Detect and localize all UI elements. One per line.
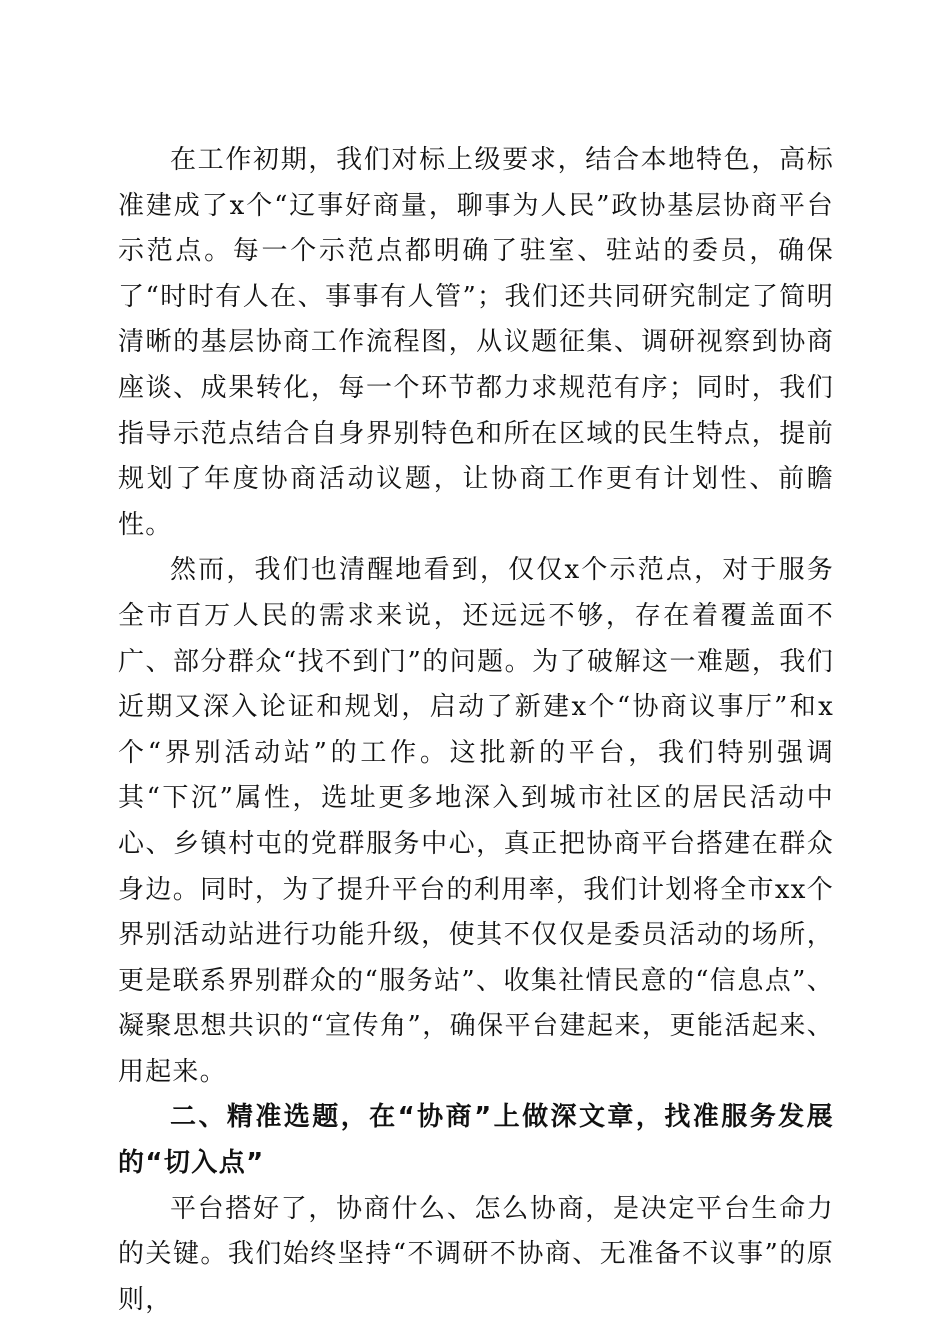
paragraph-new-platforms: 然而，我们也清醒地看到，仅仅x个示范点，对于服务全市百万人民的需求来说，还远远不够，存在着覆盖面不广、部分群众“找不到门”的问题。为了破解这一难题，我们近期又深入论证和规划，启动了新建x个“协商议事厅”和x个“界别活动站”的工作。这批新的平台，我们特别强调其“下沉”属性，选址更多地深入到城市社区的居民活动中心、乡镇村屯的党群服务中心，真正把协商平台搭建在群众身边。同时，为了提升平台的利用率，我们计划将全市xx个界别活动站进行功能升级，使其不仅仅是委员活动的场所，更是联系界别群众的“服务站”、收集社情民意的“信息点”、凝聚思想共识的“宣传角”，确保平台建起来，更能活起来、用起来。 bbox=[118, 555, 834, 1087]
document-body bbox=[118, 138, 834, 1323]
paragraph-pilot-sites: 在工作初期，我们对标上级要求，结合本地特色，高标准建成了x个“辽事好商量，聊事为人民”政协基层协商平台示范点。每一个示范点都明确了驻室、驻站的委员，确保了“时时有人在、事事有人管”；我们还共同研究制定了简明清晰的基层协商工作流程图，从议题征集、调研视察到协商座谈、成果转化，每一个环节都力求规范有序；同时，我们指导示范点结合自身界别特色和所在区域的民生特点，提前规划了年度协商活动议题，让协商工作更有计划性、前瞻性。 bbox=[118, 145, 834, 540]
paragraph-consultation-topics: 平台搭好了，协商什么、怎么协商，是决定平台生命力的关键。我们始终坚持“不调研不协商、无准备不议事”的原则， bbox=[118, 1193, 834, 1315]
section-heading: 二、精准选题，在“协商”上做深文章，找准服务发展的“切入点” bbox=[118, 1102, 834, 1179]
